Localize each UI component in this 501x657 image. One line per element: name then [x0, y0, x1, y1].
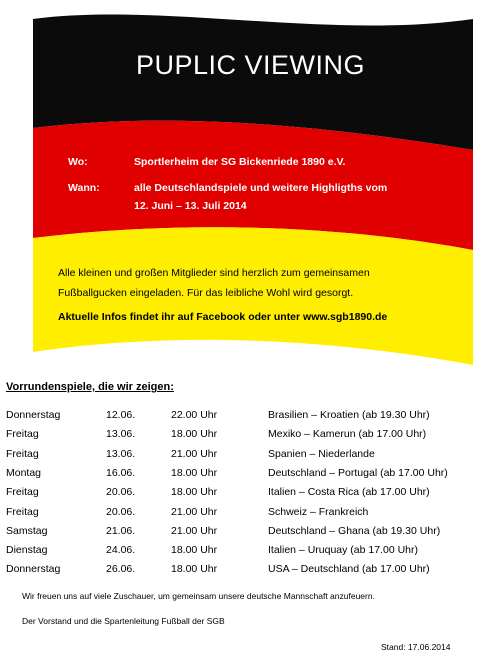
info-link-text: Aktuelle Infos findet ihr auf Facebook oder unter www.sgb1890.de — [58, 311, 388, 323]
date-cell: 13.06. — [106, 428, 136, 441]
day-cell: Donnerstag — [6, 409, 61, 421]
match-cell: Italien – Costa Rica (ab 17.00 Uhr) — [268, 486, 430, 499]
table-row — [6, 506, 496, 526]
date-cell: 12.06. — [106, 409, 136, 421]
day-cell: Samstag — [6, 524, 48, 537]
when-line-2: 12. Juni – 13. Juli 2014 — [134, 200, 247, 212]
date-cell: 26.06. — [106, 563, 136, 576]
invite-line-2: Fußballgucken eingeladen. Für das leibliche Wohl wird gesorgt. — [58, 287, 354, 299]
match-cell: Schweiz – Frankreich — [268, 505, 369, 518]
table-row — [6, 428, 496, 448]
day-cell: Freitag — [6, 447, 39, 460]
date-cell: 21.06. — [106, 524, 136, 537]
day-cell: Freitag — [6, 428, 39, 441]
time-cell: 22.00 Uhr — [171, 409, 218, 421]
match-cell: Deutschland – Ghana (ab 19.30 Uhr) — [268, 524, 441, 537]
time-cell: 18.00 Uhr — [171, 544, 218, 557]
date-cell: 20.06. — [106, 486, 136, 499]
match-cell: Spanien – Niederlande — [268, 447, 375, 460]
table-row — [6, 563, 496, 583]
table-row — [6, 486, 496, 506]
match-cell: Mexiko – Kamerun (ab 17.00 Uhr) — [268, 428, 427, 441]
time-cell: 18.00 Uhr — [171, 428, 218, 441]
date-cell: 13.06. — [106, 447, 136, 460]
date-cell: 24.06. — [106, 544, 136, 557]
table-row — [6, 409, 496, 429]
table-row — [6, 525, 496, 545]
day-cell: Dienstag — [6, 544, 48, 557]
where-value: Sportlerheim der SG Bickenriede 1890 e.V. — [134, 156, 346, 168]
table-row — [6, 467, 496, 487]
table-row — [6, 448, 496, 468]
schedule-heading: Vorrundenspiele, die wir zeigen: — [6, 381, 174, 393]
match-cell: Deutschland – Portugal (ab 17.00 Uhr) — [268, 466, 448, 479]
time-cell: 21.00 Uhr — [171, 524, 218, 537]
table-row — [6, 544, 496, 564]
footer-cheer: Wir freuen uns auf viele Zuschauer, um gemeinsam unsere deutsche Mannschaft anzufeuern. — [22, 591, 375, 601]
match-cell: Italien – Uruquay (ab 17.00 Uhr) — [268, 544, 418, 557]
when-label: Wann: — [68, 182, 100, 194]
invite-line-1: Alle kleinen und großen Mitglieder sind herzlich zum gemeinsamen — [58, 267, 370, 279]
match-cell: USA – Deutschland (ab 17.00 Uhr) — [268, 563, 430, 576]
time-cell: 21.00 Uhr — [171, 505, 218, 518]
day-cell: Montag — [6, 466, 42, 479]
page-title: PUPLIC VIEWING — [135, 50, 366, 80]
time-cell: 18.00 Uhr — [171, 486, 218, 499]
footer-signature: Der Vorstand und die Spartenleitung Fußball der SGB — [22, 616, 225, 626]
day-cell: Freitag — [6, 486, 39, 499]
footer-stand: Stand: 17.06.2014 — [381, 642, 451, 652]
day-cell: Freitag — [6, 505, 39, 518]
time-cell: 21.00 Uhr — [171, 447, 218, 460]
time-cell: 18.00 Uhr — [171, 466, 218, 479]
match-cell: Brasilien – Kroatien (ab 19.30 Uhr) — [268, 409, 430, 421]
when-line-1: alle Deutschlandspiele und weitere Highligths vom — [134, 182, 388, 194]
day-cell: Donnerstag — [6, 563, 61, 576]
time-cell: 18.00 Uhr — [171, 563, 218, 576]
date-cell: 20.06. — [106, 505, 136, 518]
date-cell: 16.06. — [106, 466, 136, 479]
where-label: Wo: — [68, 156, 88, 168]
